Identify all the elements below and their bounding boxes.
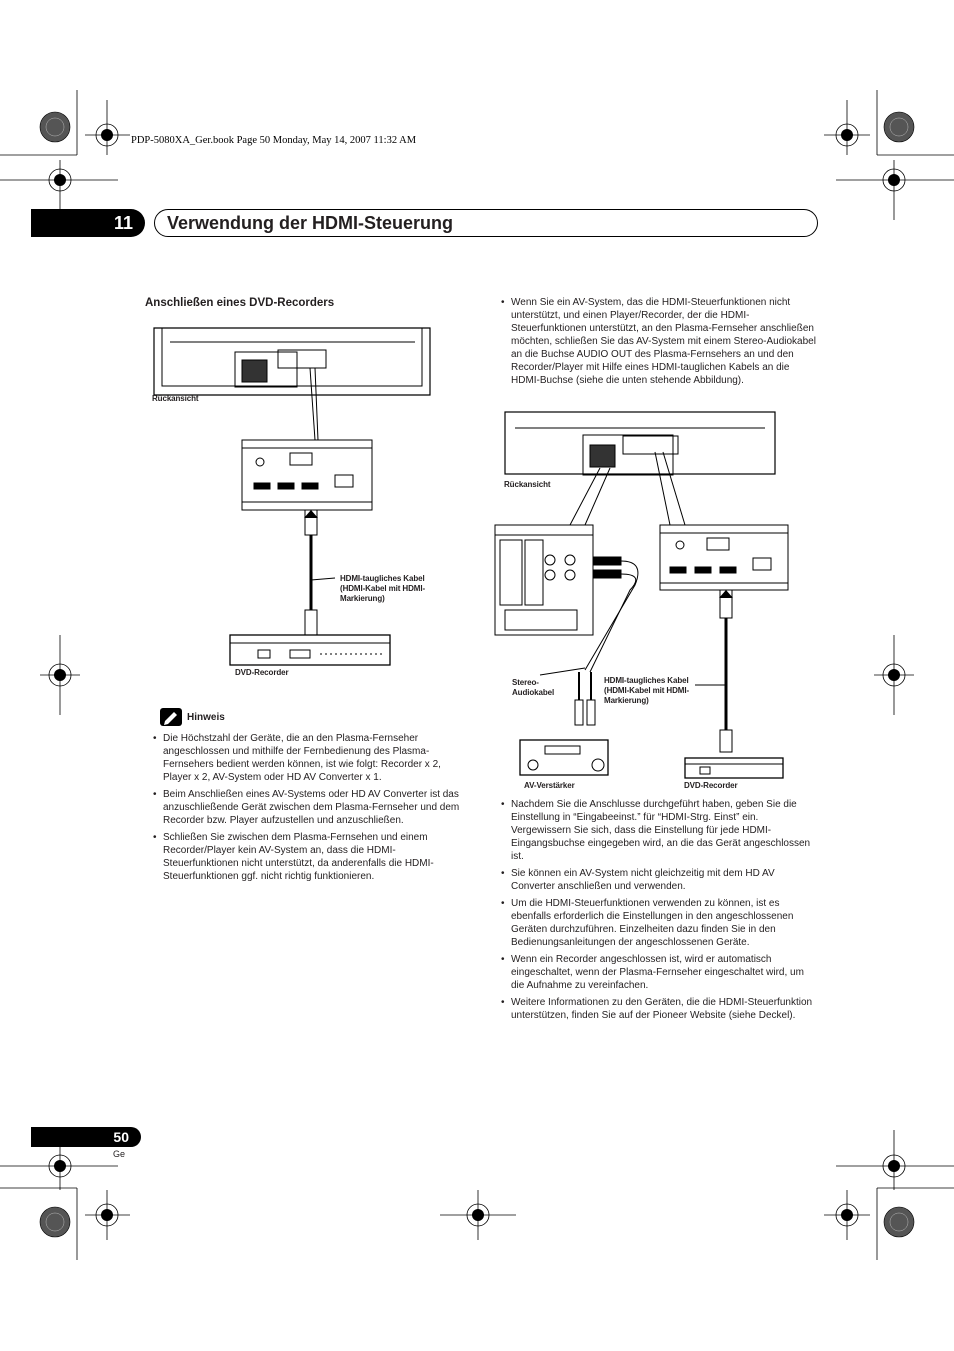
right-notes-list (500, 798, 818, 1026)
section-heading: Anschließen eines DVD-Recorders (145, 297, 335, 309)
stereo-cable-label: Stereo-Audiokabel (512, 678, 555, 697)
av-amp-label: AV-Verstärker (524, 781, 575, 790)
rear-view-label-right: Rückansicht (504, 480, 551, 489)
rear-view-label: Rückansicht (152, 394, 199, 403)
chapter-title: Verwendung der HDMI-Steuerung (154, 209, 818, 237)
note-icon (160, 708, 182, 726)
chapter-number: 11 (31, 209, 145, 237)
right-note-item: • Weitere Informationen zu den Geräten, die die HDMI-Steuerfunktion unterstützen, finden Sie auf der Pioneer Website (siehe Deckel). (500, 996, 818, 1022)
dvd-recorder-label: DVD-Recorder (235, 668, 289, 677)
dvd-recorder-label-right: DVD-Recorder (684, 781, 738, 790)
av-system-connection-diagram (495, 410, 795, 780)
intro-item: • Wenn Sie ein AV-System, das die HDMI-Steuerfunktionen nicht unterstützt, und einen Player/Recorder, der die HDMI-Steuerfunktionen unterstützt, an den Plasma-Fernseher anschließen möchten, schließen Sie das AV-System mit einem Stereo-Audiokabel an die Buchse AUDIO OUT des Plasma-Fernsehers an und den Recorder/Player mit Hilfe eines HDMI-tauglichen Kabels an die HDMI-Buchse (siehe die unten stehende Abbildung). (500, 296, 818, 387)
note-title: Hinweis (187, 712, 225, 723)
book-file-line: PDP-5080XA_Ger.book Page 50 Monday, May 14, 2007 11:32 AM (131, 135, 417, 146)
page-number: 50 (31, 1127, 141, 1147)
hdmi-cable-label-right: HDMI-taugliches Kabel (HDMI-Kabel mit HDMI-Markierung) (604, 676, 690, 705)
right-note-item: • Wenn ein Recorder angeschlossen ist, wird er automatisch eingeschaltet, wenn der Plasma-Fernseher eingeschaltet wird, um die Aufnahme zu vereinfachen. (500, 953, 818, 992)
note-item: • Beim Anschließen eines AV-Systems oder HD AV Converter ist das anzuschließende Gerät zwischen dem Plasma-Fernseher und dem Recorder bzw. Player aufzustellen und anzuschließen. (152, 788, 467, 827)
right-note-item: • Um die HDMI-Steuerfunktionen verwenden zu können, ist es ebenfalls erforderlich die Einstellungen in den angeschlossenen Geräten durchzuführen. Einzelheiten dazu finden Sie in den Bedienungsanleitungen der angeschlossenen Geräte. (500, 897, 818, 949)
hdmi-cable-label: HDMI-taugliches Kabel (HDMI-Kabel mit HDMI-Markierung) (340, 574, 426, 603)
note-item: • Schließen Sie zwischen dem Plasma-Fernsehen und einem Recorder/Player kein AV-System an, dass die HDMI-Steuerfunktionen nicht unterstützt, da anderenfalls die HDMI-Steuerfunktionen ggf. nicht richtig funktionieren. (152, 831, 467, 883)
dvd-connection-diagram (150, 320, 450, 670)
right-note-item: • Sie können ein AV-System nicht gleichzeitig mit dem HD AV Converter anschließen und verwenden. (500, 867, 818, 893)
note-item: • Die Höchstzahl der Geräte, die an den Plasma-Fernseher angeschlossen und mithilfe der Fernbedienung des Plasma-Fernsehers bedient werden können, ist wie folgt: Recorder x 2, Player x 2, AV-System oder HD AV Converter x 1. (152, 732, 467, 784)
right-note-item: • Nachdem Sie die Anschlusse durchgeführt haben, geben Sie die Einstellung in “Eingabeeinst.” für “HDMI-Strg. Einst” ein. Vergewissern Sie sich, dass die Einstellung für jede HDMI-Eingangsbuchse eingegeben wird, an die das Gerät angeschlossen ist. (500, 798, 818, 863)
language-code: Ge (113, 1149, 126, 1159)
intro-list (500, 296, 818, 391)
note-list (152, 732, 467, 887)
